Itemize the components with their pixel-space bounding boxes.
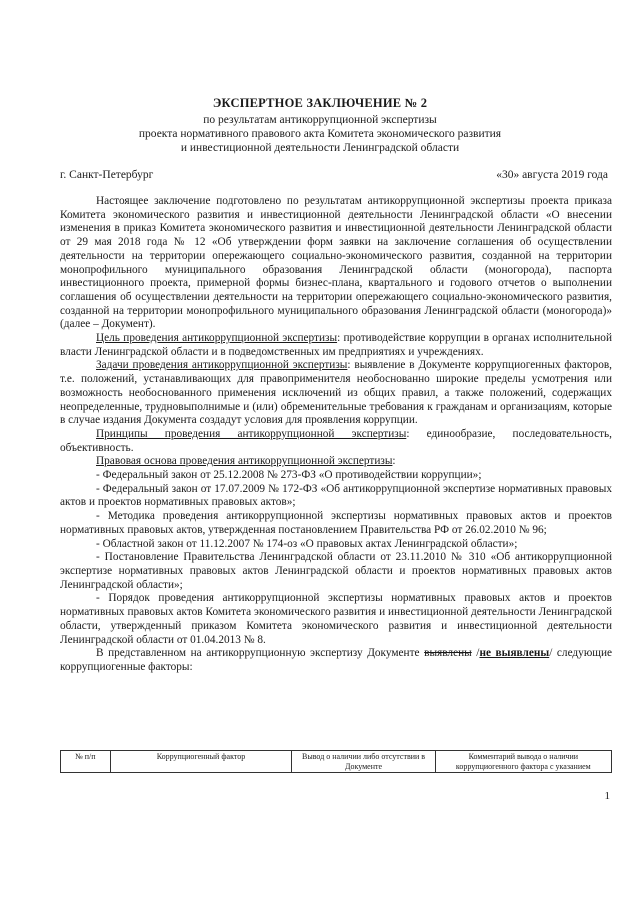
table-header-row bbox=[61, 751, 612, 773]
goal-label: Цель проведения антикоррупционной экспертизы bbox=[96, 332, 338, 345]
intro-paragraph: Настоящее заключение подготовлено по результатам антикоррупционной экспертизы проекта приказа Комитета экономического развития и инвестиционной деятельности Ленинградской области «О внесении изменения в приказ Комитета экономического развития и инвестиционной деятельности Ленинградской области от 29 мая 2018 года № 12 «Об утверждении форм заявки на заключение соглашения об осуществлении деятельности на территории опережающего социально-экономического развития, созданной на территории монопрофильного муниципального образования Ленинградской области (моногорода), паспорта инвестиционного проекта, примерной формы бизнес-плана, квартального и годового отчетов о выполнении соглашения об осуществлении деятельности на территории опережающего социально-экономического развития, созданной на территории монопрофильного муниципального образования Ленинградской области (моногорода)» (далее – Документ). bbox=[60, 195, 612, 331]
slash-2: / bbox=[549, 647, 553, 660]
page-number: 1 bbox=[604, 790, 610, 802]
legal-item: - Областной закон от 11.12.2007 № 174-оз «О правовых актах Ленинградской области»; bbox=[96, 537, 518, 550]
tasks-text: : выявление в Документе коррупциогенных факторов, т.е. положений, устанавливающих для правоприменителя необоснованно широкие пределы усмотрения или возможность необоснованного применения исключений из общих правил, а также положений, содержащих неопределенные, трудновыполнимые и (или) обременительные требования к гражданам и организациям, которые в случае издания Документа создадут условия для проявления коррупции. bbox=[60, 359, 612, 427]
principles-text: : единообразие, последовательность, объективность. bbox=[60, 427, 612, 454]
subtitle-line-2: проекта нормативного правового акта Комитета экономического развития bbox=[138, 128, 502, 140]
document-body bbox=[60, 195, 612, 675]
factors-table bbox=[60, 750, 612, 773]
tasks-label: Задачи проведения антикоррупционной экспертизы bbox=[96, 359, 348, 372]
principles-paragraph bbox=[60, 428, 612, 455]
legal-item: - Федеральный закон от 25.12.2008 № 273-ФЗ «О противодействии коррупции»; bbox=[96, 469, 482, 482]
document-title: ЭКСПЕРТНОЕ ЗАКЛЮЧЕНИЕ № 2 bbox=[212, 96, 428, 110]
document-place: г. Санкт-Петербург bbox=[60, 169, 154, 181]
legal-item: - Федеральный закон от 17.07.2009 № 172-ФЗ «Об антикоррупционной экспертизе нормативных правовых актов и проектов нормативных правовых актов»; bbox=[60, 482, 612, 509]
conclusion-after: следующие коррупциогенные факторы: bbox=[60, 647, 613, 673]
legal-basis-label: Правовая основа проведения антикоррупционной экспертизы bbox=[96, 455, 393, 468]
col-number-header: № п/п bbox=[61, 751, 111, 773]
col-conclusion-header: Вывод о наличии либо отсутствии в Документе bbox=[292, 751, 435, 773]
legal-basis-heading bbox=[60, 455, 612, 469]
legal-item: - Постановление Правительства Ленинградской области от 23.11.2010 № 310 «Об антикоррупционной экспертизе нормативных правовых актов Ленинградской области и проектов нормативных правовых актов Ленинградской области»; bbox=[60, 551, 612, 591]
chosen-option: не выявлены bbox=[479, 647, 550, 660]
conclusion-before: В представленном на антикоррупционную экспертизу Документе bbox=[96, 647, 425, 660]
slash-1: / bbox=[471, 647, 480, 660]
tasks-paragraph bbox=[60, 359, 612, 428]
subtitle-line-1: по результатам антикоррупционной экспертизы bbox=[203, 114, 437, 126]
legal-item: - Методика проведения антикоррупционной экспертизы нормативных правовых актов и проектов нормативных правовых актов, утвержденная постановлением Правительства РФ от 26.02.2010 № 96; bbox=[60, 510, 612, 536]
principles-label: Принципы проведения антикоррупционной экспертизы bbox=[96, 427, 407, 440]
goal-text: : противодействие коррупции в органах исполнительной власти Ленинградской области и в подведомственных им предприятиях и учреждениях. bbox=[60, 332, 612, 358]
subtitle-line-3: и инвестиционной деятельности Ленинградской области bbox=[180, 142, 460, 154]
legal-item: - Порядок проведения антикоррупционной экспертизы нормативных правовых актов и проектов нормативных правовых актов Комитета экономического развития и инвестиционной деятельности Ленинградской области, утвержденный приказом Комитета экономического развития и инвестиционной деятельности Ленинградской области от 01.04.2013 № 8. bbox=[60, 592, 612, 646]
document-date: «30» августа 2019 года bbox=[496, 169, 608, 181]
legal-basis-suffix: : bbox=[392, 455, 396, 468]
conclusion-paragraph bbox=[60, 647, 612, 674]
goal-paragraph bbox=[60, 332, 612, 359]
col-comment-header: Комментарий вывода о наличии коррупциогенного фактора с указанием bbox=[435, 751, 611, 773]
struck-option: выявлены bbox=[424, 647, 472, 660]
col-factor-header: Коррупциогенный фактор bbox=[110, 751, 292, 773]
